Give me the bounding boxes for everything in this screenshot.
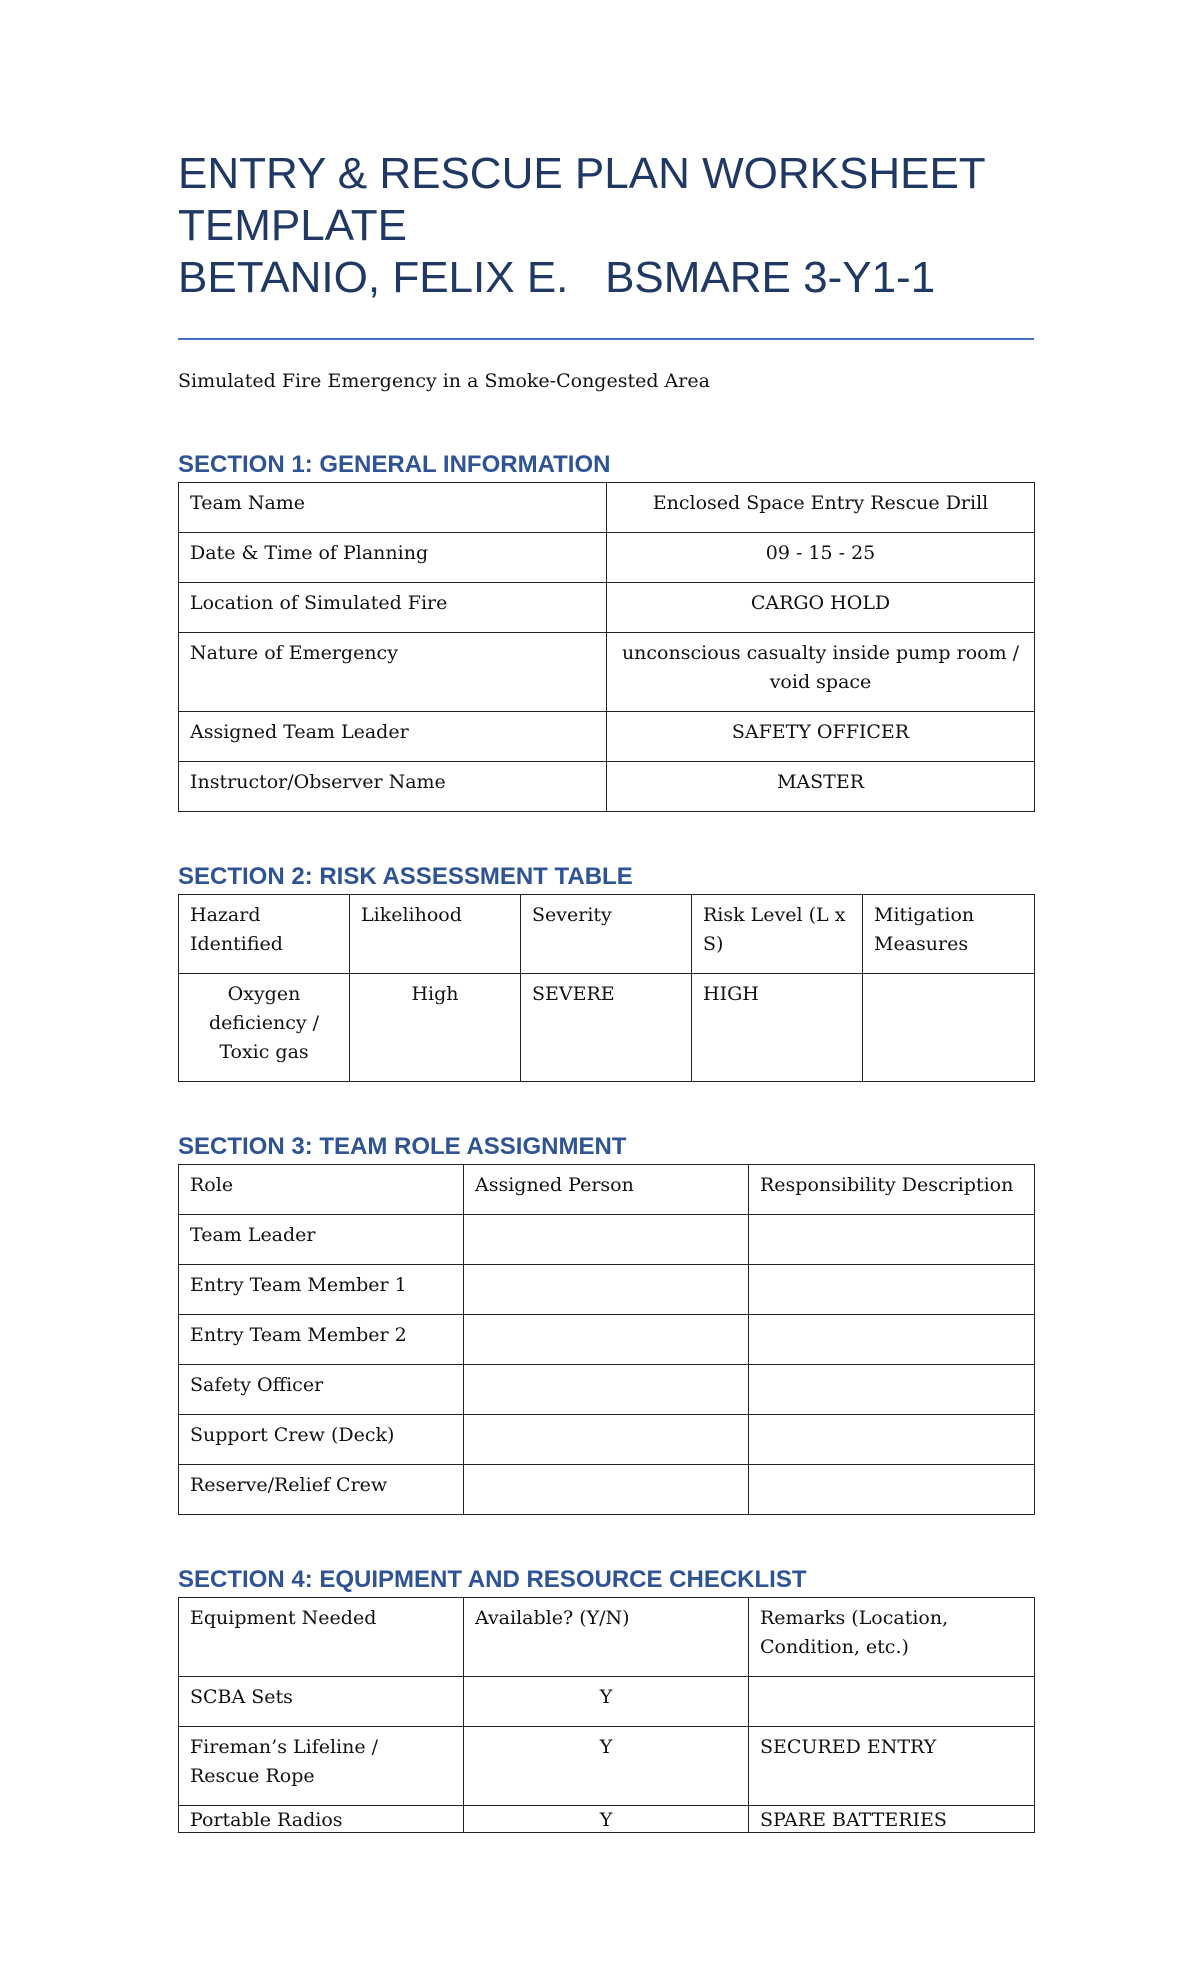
table-row [179,1365,1035,1415]
table-row [179,762,1035,812]
table-row [179,1315,1035,1365]
cell-hazard: Oxygen deficiency / Toxic gas [179,974,350,1082]
cell-equipment: Portable Radios [179,1806,464,1833]
title-line-2: TEMPLATE [178,201,408,250]
column-header: Role [179,1165,464,1215]
row-value: 09 - 15 - 25 [607,533,1035,583]
table-row [179,583,1035,633]
general-information-table [178,482,1035,812]
cell-role: Safety Officer [179,1365,464,1415]
cell-assigned-person [464,1315,749,1365]
cell-remarks: SPARE BATTERIES [749,1806,1035,1833]
cell-available: Y [464,1677,749,1727]
column-header: Severity [521,895,692,974]
cell-assigned-person [464,1415,749,1465]
cell-available: Y [464,1727,749,1806]
section1-heading: SECTION 1: GENERAL INFORMATION [178,451,611,478]
cell-likelihood: High [350,974,521,1082]
document-title [178,148,1034,304]
title-line-3: BETANIO, FELIX E. BSMARE 3-Y1-1 [178,253,936,302]
table-row [179,712,1035,762]
row-label: Nature of Emergency [179,633,607,712]
column-header: Remarks (Location, Condition, etc.) [749,1598,1035,1677]
cell-role: Support Crew (Deck) [179,1415,464,1465]
table-row [179,1806,1035,1833]
title-divider [178,338,1034,340]
table-header-row [179,1598,1035,1677]
cell-responsibility [749,1415,1035,1465]
table-header-row [179,1165,1035,1215]
cell-responsibility [749,1315,1035,1365]
column-header: Responsibility Description [749,1165,1035,1215]
column-header: Likelihood [350,895,521,974]
row-value: unconscious casualty inside pump room / void space [607,633,1035,712]
row-label: Team Name [179,483,607,533]
cell-role: Team Leader [179,1215,464,1265]
cell-assigned-person [464,1215,749,1265]
cell-responsibility [749,1265,1035,1315]
equipment-checklist-table [178,1597,1035,1833]
cell-responsibility [749,1215,1035,1265]
cell-risk-level: HIGH [692,974,863,1082]
cell-assigned-person [464,1365,749,1415]
cell-responsibility [749,1365,1035,1415]
title-line-1: ENTRY & RESCUE PLAN WORKSHEET [178,149,986,198]
cell-severity: SEVERE [521,974,692,1082]
column-header: Available? (Y/N) [464,1598,749,1677]
column-header: Mitigation Measures [863,895,1035,974]
risk-assessment-table [178,894,1035,1082]
cell-equipment: SCBA Sets [179,1677,464,1727]
row-value: SAFETY OFFICER [607,712,1035,762]
row-value: CARGO HOLD [607,583,1035,633]
cell-available: Y [464,1806,749,1833]
cell-assigned-person [464,1265,749,1315]
team-role-table [178,1164,1035,1515]
cell-role: Entry Team Member 1 [179,1265,464,1315]
row-value: MASTER [607,762,1035,812]
section3-heading: SECTION 3: TEAM ROLE ASSIGNMENT [178,1133,627,1160]
table-row [179,1465,1035,1515]
section4-heading: SECTION 4: EQUIPMENT AND RESOURCE CHECKLIST [178,1566,807,1593]
table-row [179,483,1035,533]
row-label: Assigned Team Leader [179,712,607,762]
row-value: Enclosed Space Entry Rescue Drill [607,483,1035,533]
table-row [179,1727,1035,1806]
table-row [179,1415,1035,1465]
cell-responsibility [749,1465,1035,1515]
table-row [179,533,1035,583]
row-label: Date & Time of Planning [179,533,607,583]
table-row [179,974,1035,1082]
table-row [179,633,1035,712]
cell-role: Entry Team Member 2 [179,1315,464,1365]
section2-heading: SECTION 2: RISK ASSESSMENT TABLE [178,863,633,890]
cell-equipment: Fireman’s Lifeline / Rescue Rope [179,1727,464,1806]
column-header: Hazard Identified [179,895,350,974]
cell-remarks: SECURED ENTRY [749,1727,1035,1806]
table-row [179,1265,1035,1315]
column-header: Equipment Needed [179,1598,464,1677]
row-label: Location of Simulated Fire [179,583,607,633]
table-header-row [179,895,1035,974]
document-subtitle: Simulated Fire Emergency in a Smoke-Congested Area [178,370,710,392]
column-header: Assigned Person [464,1165,749,1215]
cell-mitigation [863,974,1035,1082]
cell-assigned-person [464,1465,749,1515]
table-row [179,1677,1035,1727]
cell-role: Reserve/Relief Crew [179,1465,464,1515]
table-row [179,1215,1035,1265]
cell-remarks [749,1677,1035,1727]
column-header: Risk Level (L x S) [692,895,863,974]
row-label: Instructor/Observer Name [179,762,607,812]
